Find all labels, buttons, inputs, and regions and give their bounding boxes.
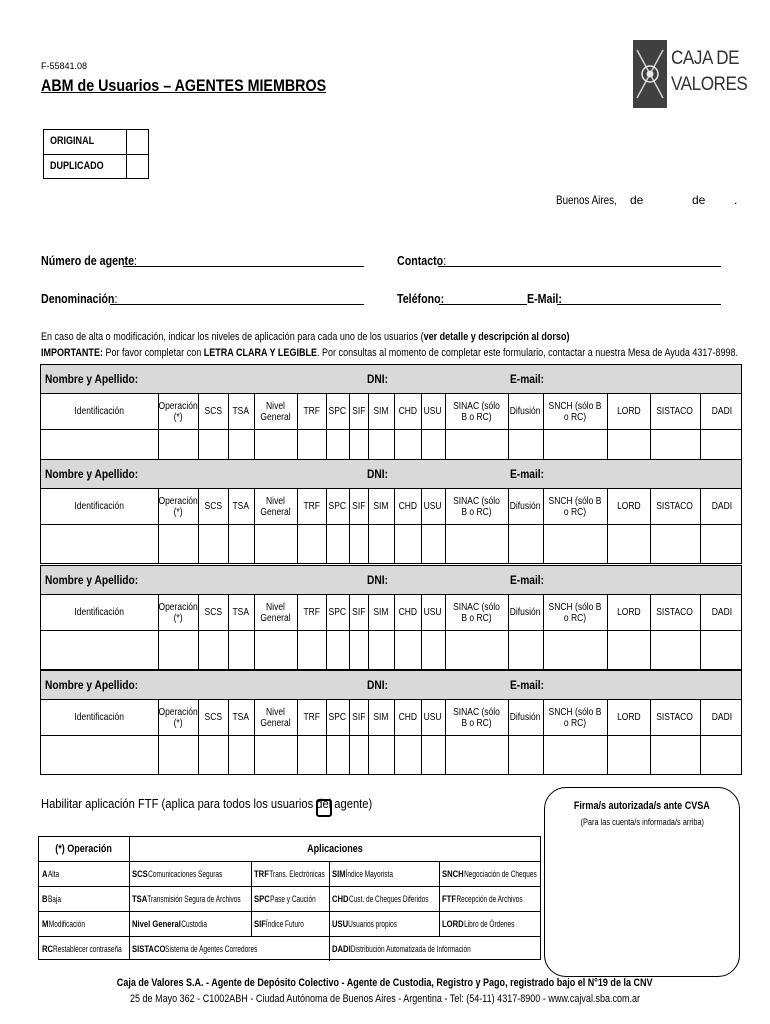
col-usu: USU — [424, 712, 442, 723]
col-chd: CHD — [398, 607, 417, 618]
cell-lord-input[interactable] — [607, 631, 650, 669]
denominacion-field[interactable] — [110, 304, 364, 305]
user-email-label: E-mail: — [510, 372, 545, 386]
cell-lord-input[interactable] — [607, 525, 650, 563]
user-columns-header — [41, 595, 741, 631]
numero-agente-field[interactable] — [123, 266, 364, 267]
dni-label: DNI: — [367, 372, 388, 386]
legend-cell: SIMÍndice Mayorista — [332, 869, 393, 879]
col-lord: LORD — [616, 607, 641, 618]
col-sistaco: SISTACO — [656, 607, 694, 618]
dni-label: DNI: — [367, 573, 388, 587]
cell-sim-input[interactable] — [368, 631, 394, 669]
signature-title: Firma/s autorizada/s ante CVSA — [574, 800, 710, 812]
col-scs: SCS — [204, 607, 222, 618]
legend-cell-divider — [251, 862, 252, 886]
col-sif: SIF — [351, 607, 366, 618]
duplicado-checkbox[interactable] — [126, 155, 149, 179]
cell-trf-input[interactable] — [297, 525, 326, 563]
legend-header-operacion: (*) Operación — [55, 843, 113, 855]
cell-snch-input[interactable] — [543, 631, 607, 669]
copy-type-box — [43, 129, 149, 179]
col-identificacion: Identificación — [74, 501, 125, 512]
cell-sistaco-input[interactable] — [650, 631, 700, 669]
user-columns-header — [41, 489, 741, 525]
signature-subtitle: (Para las cuenta/s informada/s arriba) — [580, 817, 704, 827]
col-sim: SIM — [373, 607, 389, 618]
col-identificacion: Identificación — [74, 607, 125, 618]
contacto-label: Contacto: — [397, 253, 447, 268]
denominacion-label: Denominación: — [41, 291, 118, 306]
col-snch: SNCH (sólo B o RC) — [548, 400, 602, 423]
cell-scs-input[interactable] — [198, 525, 228, 563]
col-sistaco: SISTACO — [656, 712, 694, 723]
col-usu: USU — [424, 501, 442, 512]
legend-cell: Nivel GeneralCustodia — [132, 919, 207, 929]
note-instructions: En caso de alta o modificación, indicar los niveles de aplicación para cada uno de los usuarios (ver detalle y descripción al dorso) — [41, 331, 570, 343]
col-operacion: Operación (*) — [158, 495, 198, 518]
cell-identificacion-input[interactable] — [41, 631, 158, 669]
date-de-2: de — [692, 193, 706, 207]
form-title: ABM de Usuarios – AGENTES MIEMBROS — [41, 76, 327, 95]
cell-tsa-input[interactable] — [228, 525, 254, 563]
legend-table — [38, 836, 541, 960]
caja-de-valores-logo — [633, 40, 748, 108]
telefono-label: Teléfono: — [397, 291, 445, 306]
cell-sinac-input[interactable] — [445, 736, 508, 774]
user-header — [41, 671, 741, 700]
cell-sistaco-input[interactable] — [650, 525, 700, 563]
note-important: IMPORTANTE: Por favor completar con LETRA CLARA Y LEGIBLE. Por consultas al momento de completar este formulario, contactar a nuestra Mesa de Ayuda 4317-8998. — [41, 347, 739, 359]
date-dot: . — [734, 193, 738, 207]
original-checkbox[interactable] — [126, 130, 149, 154]
email-label: E-Mail: — [527, 291, 562, 306]
cell-spc-input[interactable] — [326, 631, 349, 669]
col-trf: TRF — [303, 712, 320, 723]
col-sif: SIF — [351, 406, 366, 417]
legend-cell: SPCPase y Caución — [254, 894, 316, 904]
col-tsa: TSA — [232, 406, 250, 417]
cell-usu-input[interactable] — [421, 736, 445, 774]
legend-cell: AAlta — [42, 869, 59, 879]
legend-cell: SIFÍndice Futuro — [254, 919, 304, 929]
cell-operacion-input[interactable] — [158, 525, 198, 563]
cell-chd-input[interactable] — [394, 631, 421, 669]
cell-nivel-general-input[interactable] — [254, 736, 297, 774]
legend-cell-divider — [329, 862, 330, 886]
col-dadi: DADI — [711, 406, 732, 417]
col-scs: SCS — [204, 712, 222, 723]
cell-lord-input[interactable] — [607, 736, 650, 774]
cell-scs-input[interactable] — [198, 736, 228, 774]
col-snch: SNCH (sólo B o RC) — [548, 495, 602, 518]
copy-row-duplicado — [44, 154, 148, 179]
cell-dadi-input[interactable] — [700, 736, 743, 774]
cell-difusion-input[interactable] — [508, 631, 543, 669]
legend-cell-divider — [251, 912, 252, 936]
col-trf: TRF — [303, 607, 320, 618]
legend-cell: SCSComunicaciones Seguras — [132, 869, 222, 879]
cell-sif-input[interactable] — [349, 631, 368, 669]
col-trf: TRF — [303, 406, 320, 417]
user-columns-header — [41, 700, 741, 736]
legend-row — [39, 861, 540, 886]
user-block-4 — [40, 670, 742, 775]
user-block-3 — [40, 565, 742, 670]
telefono-field[interactable] — [439, 304, 527, 305]
legend-cell: MModificación — [42, 919, 85, 929]
col-spc: SPC — [328, 607, 347, 618]
col-scs: SCS — [204, 501, 222, 512]
col-usu: USU — [424, 607, 442, 618]
col-sim: SIM — [373, 501, 389, 512]
dni-label: DNI: — [367, 467, 388, 481]
legend-cell-divider — [439, 862, 440, 886]
col-usu: USU — [424, 406, 442, 417]
col-sistaco: SISTACO — [656, 406, 694, 417]
col-tsa: TSA — [232, 501, 250, 512]
col-nivel-general: Nivel General — [260, 706, 291, 729]
legend-cell: USUUsuarios propios — [332, 919, 397, 929]
nombre-apellido-label: Nombre y Apellido: — [45, 372, 139, 386]
legend-cell: CHDCust. de Cheques Diferidos — [332, 894, 429, 904]
cell-tsa-input[interactable] — [228, 736, 254, 774]
legend-cell: SNCHNegociación de Cheques — [442, 869, 537, 879]
cell-sim-input[interactable] — [368, 525, 394, 563]
logo-emblem-icon — [633, 40, 667, 108]
cell-difusion-input[interactable] — [508, 736, 543, 774]
legend-cell-divider — [329, 912, 330, 936]
ftf-checkbox[interactable] — [316, 799, 332, 817]
cell-nivel-general-input[interactable] — [254, 631, 297, 669]
cell-sif-input[interactable] — [349, 525, 368, 563]
col-sinac: SINAC (sólo B o RC) — [453, 495, 500, 518]
cell-sinac-input[interactable] — [445, 525, 508, 563]
legend-divider — [129, 837, 130, 959]
legend-row — [39, 936, 540, 961]
nombre-apellido-label: Nombre y Apellido: — [45, 678, 139, 692]
col-snch: SNCH (sólo B o RC) — [548, 706, 602, 729]
user-columns-header — [41, 394, 741, 430]
legend-header-aplicaciones: Aplicaciones — [306, 843, 363, 855]
col-snch: SNCH (sólo B o RC) — [548, 601, 602, 624]
col-sif: SIF — [351, 712, 366, 723]
cell-identificacion-input[interactable] — [41, 525, 158, 563]
cell-trf-input[interactable] — [297, 736, 326, 774]
cell-operacion-input[interactable] — [158, 631, 198, 669]
user-block-2 — [40, 459, 742, 564]
col-identificacion: Identificación — [74, 712, 125, 723]
legend-row — [39, 911, 540, 936]
legend-cell-divider — [329, 937, 330, 961]
cell-sim-input[interactable] — [368, 736, 394, 774]
cell-spc-input[interactable] — [326, 736, 349, 774]
legend-cell-divider — [329, 887, 330, 911]
col-difusion: Difusión — [510, 406, 541, 417]
col-sif: SIF — [351, 501, 366, 512]
ftf-label: Habilitar aplicación FTF (aplica para todos los usuarios del agente) — [41, 796, 373, 811]
col-chd: CHD — [398, 501, 417, 512]
cell-chd-input[interactable] — [394, 525, 421, 563]
legend-cell: SISTACOSistema de Agentes Corredores — [132, 944, 258, 954]
col-lord: LORD — [616, 501, 641, 512]
form-code: F-55841.08 — [41, 61, 88, 71]
nombre-apellido-label: Nombre y Apellido: — [45, 573, 139, 587]
cell-sif-input[interactable] — [349, 736, 368, 774]
col-identificacion: Identificación — [74, 406, 125, 417]
col-lord: LORD — [616, 712, 641, 723]
user-header — [41, 460, 741, 489]
signature-box[interactable] — [544, 787, 740, 977]
user-block-1 — [40, 364, 742, 469]
col-dadi: DADI — [711, 501, 732, 512]
col-spc: SPC — [328, 712, 347, 723]
col-difusion: Difusión — [510, 501, 541, 512]
col-chd: CHD — [398, 712, 417, 723]
col-nivel-general: Nivel General — [260, 400, 291, 423]
col-operacion: Operación (*) — [158, 601, 198, 624]
legend-row — [39, 886, 540, 911]
date-de-1: de — [630, 193, 644, 207]
legend-cell: FTFRecepción de Archivos — [442, 894, 523, 904]
user-email-label: E-mail: — [510, 467, 545, 481]
legend-cell: LORDLibro de Órdenes — [442, 919, 514, 929]
cell-spc-input[interactable] — [326, 525, 349, 563]
col-sim: SIM — [373, 712, 389, 723]
date-city: Buenos Aires, — [556, 193, 617, 207]
legend-cell-divider — [439, 887, 440, 911]
cell-identificacion-input[interactable] — [41, 736, 158, 774]
col-sinac: SINAC (sólo B o RC) — [453, 400, 500, 423]
col-trf: TRF — [303, 501, 320, 512]
col-tsa: TSA — [232, 607, 250, 618]
duplicado-label: DUPLICADO — [50, 160, 104, 172]
cell-chd-input[interactable] — [394, 736, 421, 774]
col-nivel-general: Nivel General — [260, 495, 291, 518]
col-sim: SIM — [373, 406, 389, 417]
col-spc: SPC — [328, 501, 347, 512]
cell-dadi-input[interactable] — [700, 631, 743, 669]
cell-snch-input[interactable] — [543, 736, 607, 774]
col-tsa: TSA — [232, 712, 250, 723]
cell-difusion-input[interactable] — [508, 525, 543, 563]
logo-text-caja-de: CAJA DE — [671, 48, 740, 69]
user-email-label: E-mail: — [510, 678, 545, 692]
footer-address: 25 de Mayo 362 - C1002ABH - Ciudad Autónoma de Buenos Aires - Argentina - Tel: (54-11) 4317-8900 - www.cajval.sba.com.ar — [129, 993, 641, 1005]
footer-company: Caja de Valores S.A. - Agente de Depósito Colectivo - Agente de Custodia, Registro y Pago, registrado bajo el N°19 de la CNV — [117, 977, 653, 989]
col-operacion: Operación (*) — [158, 706, 198, 729]
cell-tsa-input[interactable] — [228, 631, 254, 669]
cell-sistaco-input[interactable] — [650, 736, 700, 774]
numero-agente-label: Número de agente: — [41, 253, 137, 268]
col-chd: CHD — [398, 406, 417, 417]
col-scs: SCS — [204, 406, 222, 417]
col-difusion: Difusión — [510, 607, 541, 618]
email-field[interactable] — [557, 304, 721, 305]
cell-operacion-input[interactable] — [158, 736, 198, 774]
legend-cell: TRFTrans. Electrónicas — [254, 869, 325, 879]
cell-usu-input[interactable] — [421, 525, 445, 563]
col-spc: SPC — [328, 406, 347, 417]
user-email-label: E-mail: — [510, 573, 545, 587]
col-sinac: SINAC (sólo B o RC) — [453, 706, 500, 729]
col-dadi: DADI — [711, 607, 732, 618]
logo-text-valores: VALORES — [671, 74, 748, 95]
nombre-apellido-label: Nombre y Apellido: — [45, 467, 139, 481]
cell-usu-input[interactable] — [421, 631, 445, 669]
col-nivel-general: Nivel General — [260, 601, 291, 624]
cell-sinac-input[interactable] — [445, 631, 508, 669]
col-dadi: DADI — [711, 712, 732, 723]
cell-snch-input[interactable] — [543, 525, 607, 563]
legend-cell: RCRestablecer contraseña — [42, 944, 122, 954]
legend-cell-divider — [251, 887, 252, 911]
cell-nivel-general-input[interactable] — [254, 525, 297, 563]
user-header — [41, 365, 741, 394]
col-lord: LORD — [616, 406, 641, 417]
legend-cell: BBaja — [42, 894, 61, 904]
copy-row-original — [44, 130, 148, 154]
col-sinac: SINAC (sólo B o RC) — [453, 601, 500, 624]
col-operacion: Operación (*) — [158, 400, 198, 423]
cell-scs-input[interactable] — [198, 631, 228, 669]
original-label: ORIGINAL — [50, 135, 95, 147]
user-header — [41, 566, 741, 595]
legend-cell: DADIDistribución Automatizada de Información — [332, 944, 471, 954]
legend-cell: TSATransmisión Segura de Archivos — [132, 894, 241, 904]
col-sistaco: SISTACO — [656, 501, 694, 512]
dni-label: DNI: — [367, 678, 388, 692]
cell-dadi-input[interactable] — [700, 525, 743, 563]
col-difusion: Difusión — [510, 712, 541, 723]
cell-trf-input[interactable] — [297, 631, 326, 669]
contacto-field[interactable] — [438, 266, 721, 267]
legend-cell-divider — [439, 912, 440, 936]
